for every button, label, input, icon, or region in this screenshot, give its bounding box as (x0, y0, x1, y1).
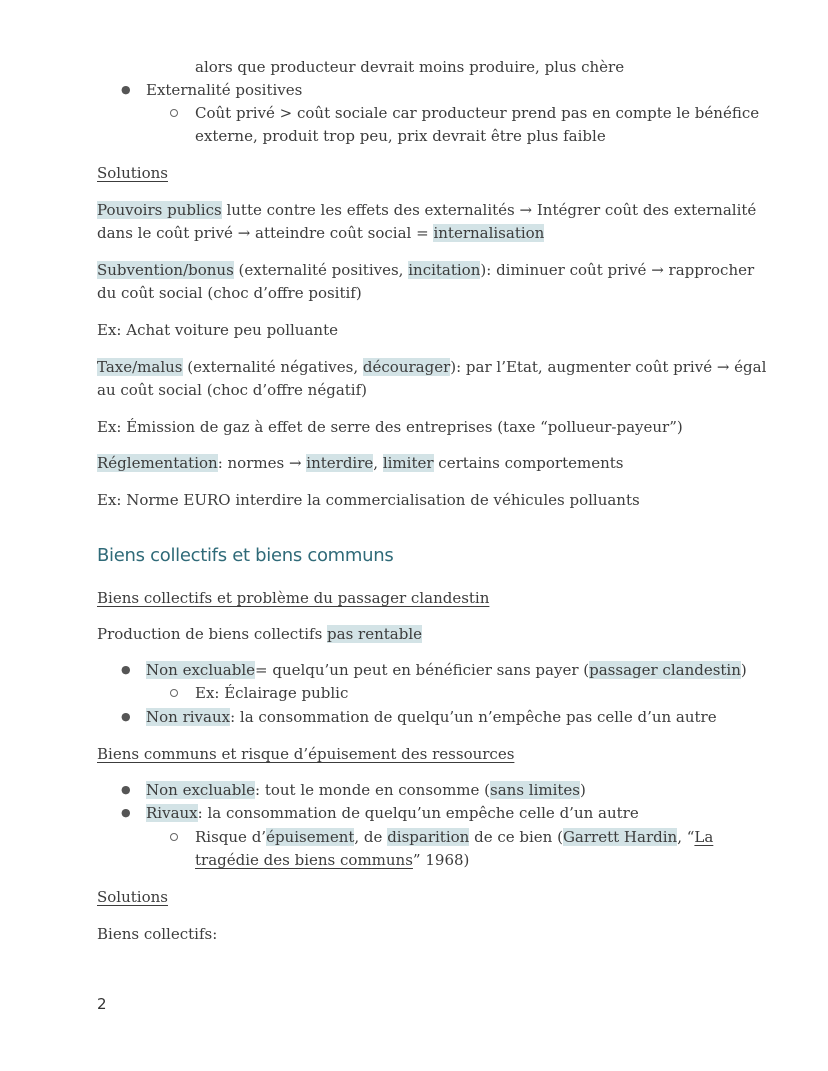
highlight: pas rentable (327, 625, 423, 643)
list-item-non-rivaux (146, 706, 717, 728)
example-line-3: Ex: Norme EURO interdire la commercialisation de véhicules polluants (97, 491, 640, 509)
text: de ce bien ( (469, 828, 563, 846)
text: ) (580, 781, 586, 799)
text: lutte contre les effets des externalités → Intégrer coût des externalité (221, 201, 757, 219)
paragraph-biens-collectifs: Biens collectifs: (97, 925, 218, 943)
sub-list-item-risque-line1 (195, 826, 713, 848)
text: Production de biens collectifs (97, 625, 328, 643)
text: certains comportements (433, 454, 624, 472)
paragraph-reglementation (97, 452, 624, 474)
subtitle-biens-communs: Biens communs et risque d’épuisement des ressources (97, 745, 515, 763)
highlight: Non excluable (146, 781, 255, 799)
highlight: Non excluable (146, 661, 255, 679)
text: : normes → (217, 454, 307, 472)
text: = quelqu’un peut en bénéficier sans payer ( (255, 661, 590, 679)
continuation-line: alors que producteur devrait moins produire, plus chère (195, 58, 625, 76)
paragraph-subvention-line1 (97, 259, 754, 281)
paragraph-taxe-line2: au coût social (choc d’offre négatif) (97, 381, 367, 399)
subtitle-biens-collectifs: Biens collectifs et problème du passager clandestin (97, 589, 490, 607)
text: : la consommation de quelqu’un empêche celle d’un autre (197, 804, 639, 822)
example-line-2: Ex: Émission de gaz à effet de serre des entreprises (taxe “pollueur-payeur”) (97, 418, 683, 436)
highlight: disparition (387, 828, 470, 846)
paragraph-subvention-line2: du coût social (choc d’offre positif) (97, 284, 362, 302)
highlight: Garrett Hardin (562, 828, 678, 846)
text: : tout le monde en consomme ( (255, 781, 491, 799)
highlight: Réglementation (97, 454, 218, 472)
bullet-icon: ● (121, 83, 131, 96)
highlight: décourager (362, 358, 451, 376)
text: dans le coût privé → atteindre coût social = (97, 224, 434, 242)
list-item-non-excluable (146, 659, 747, 681)
link-tragedie[interactable]: La (694, 828, 714, 846)
highlight: internalisation (433, 224, 545, 242)
bullet-icon: ● (121, 663, 131, 676)
circle-bullet-icon (170, 833, 178, 841)
sub-list-item-eclairage: Ex: Éclairage public (195, 684, 349, 702)
solutions-subtitle: Solutions (97, 164, 168, 182)
highlight: limiter (382, 454, 434, 472)
text: : la consommation de quelqu’un n’empêche pas celle d’un autre (230, 708, 717, 726)
text: ) (740, 661, 747, 679)
text: (externalité positives, (233, 261, 409, 279)
highlight: Taxe/malus (97, 358, 183, 376)
list-item-non-excluable-2 (146, 779, 586, 801)
sub-list-item-line2: externe, produit trop peu, prix devrait être plus faible (195, 127, 606, 145)
text: ” 1968) (412, 851, 470, 869)
highlight: interdire (306, 454, 374, 472)
text: (externalité négatives, (182, 358, 363, 376)
solutions-subtitle-2: Solutions (97, 888, 168, 906)
text: , “ (677, 828, 695, 846)
example-line-1: Ex: Achat voiture peu polluante (97, 321, 338, 339)
text: , de (354, 828, 388, 846)
bullet-icon: ● (121, 806, 131, 819)
circle-bullet-icon (170, 109, 178, 117)
section-heading: Biens collectifs et biens communs (97, 545, 394, 566)
highlight: passager clandestin (589, 661, 741, 679)
highlight: épuisement (266, 828, 355, 846)
list-item-externalite-positives: Externalité positives (146, 81, 303, 99)
text: ): diminuer coût privé → rapprocher (480, 261, 755, 279)
highlight: incitation (408, 261, 481, 279)
paragraph-taxe-line1 (97, 356, 766, 378)
page-number: 2 (97, 995, 107, 1013)
text: ): par l’Etat, augmenter coût privé → égal (450, 358, 767, 376)
highlight: Subvention/bonus (97, 261, 234, 279)
text: Risque d’ (195, 828, 267, 846)
text: , (373, 454, 383, 472)
bullet-icon: ● (121, 783, 131, 796)
link-tragedie[interactable]: tragédie des biens communs (195, 851, 413, 869)
paragraph-production (97, 623, 422, 645)
bullet-icon: ● (121, 710, 131, 723)
sub-list-item-line1: Coût privé > coût sociale car producteur prend pas en compte le bénéfice (195, 104, 760, 122)
paragraph-pouvoirs-publics-line2 (97, 222, 544, 244)
highlight: Pouvoirs publics (97, 201, 222, 219)
paragraph-pouvoirs-publics-line1 (97, 199, 756, 221)
sub-list-item-risque-line2 (195, 849, 469, 871)
list-item-rivaux (146, 802, 639, 824)
highlight: Non rivaux (146, 708, 231, 726)
highlight: sans limites (490, 781, 581, 799)
highlight: Rivaux (146, 804, 198, 822)
circle-bullet-icon (170, 689, 178, 697)
